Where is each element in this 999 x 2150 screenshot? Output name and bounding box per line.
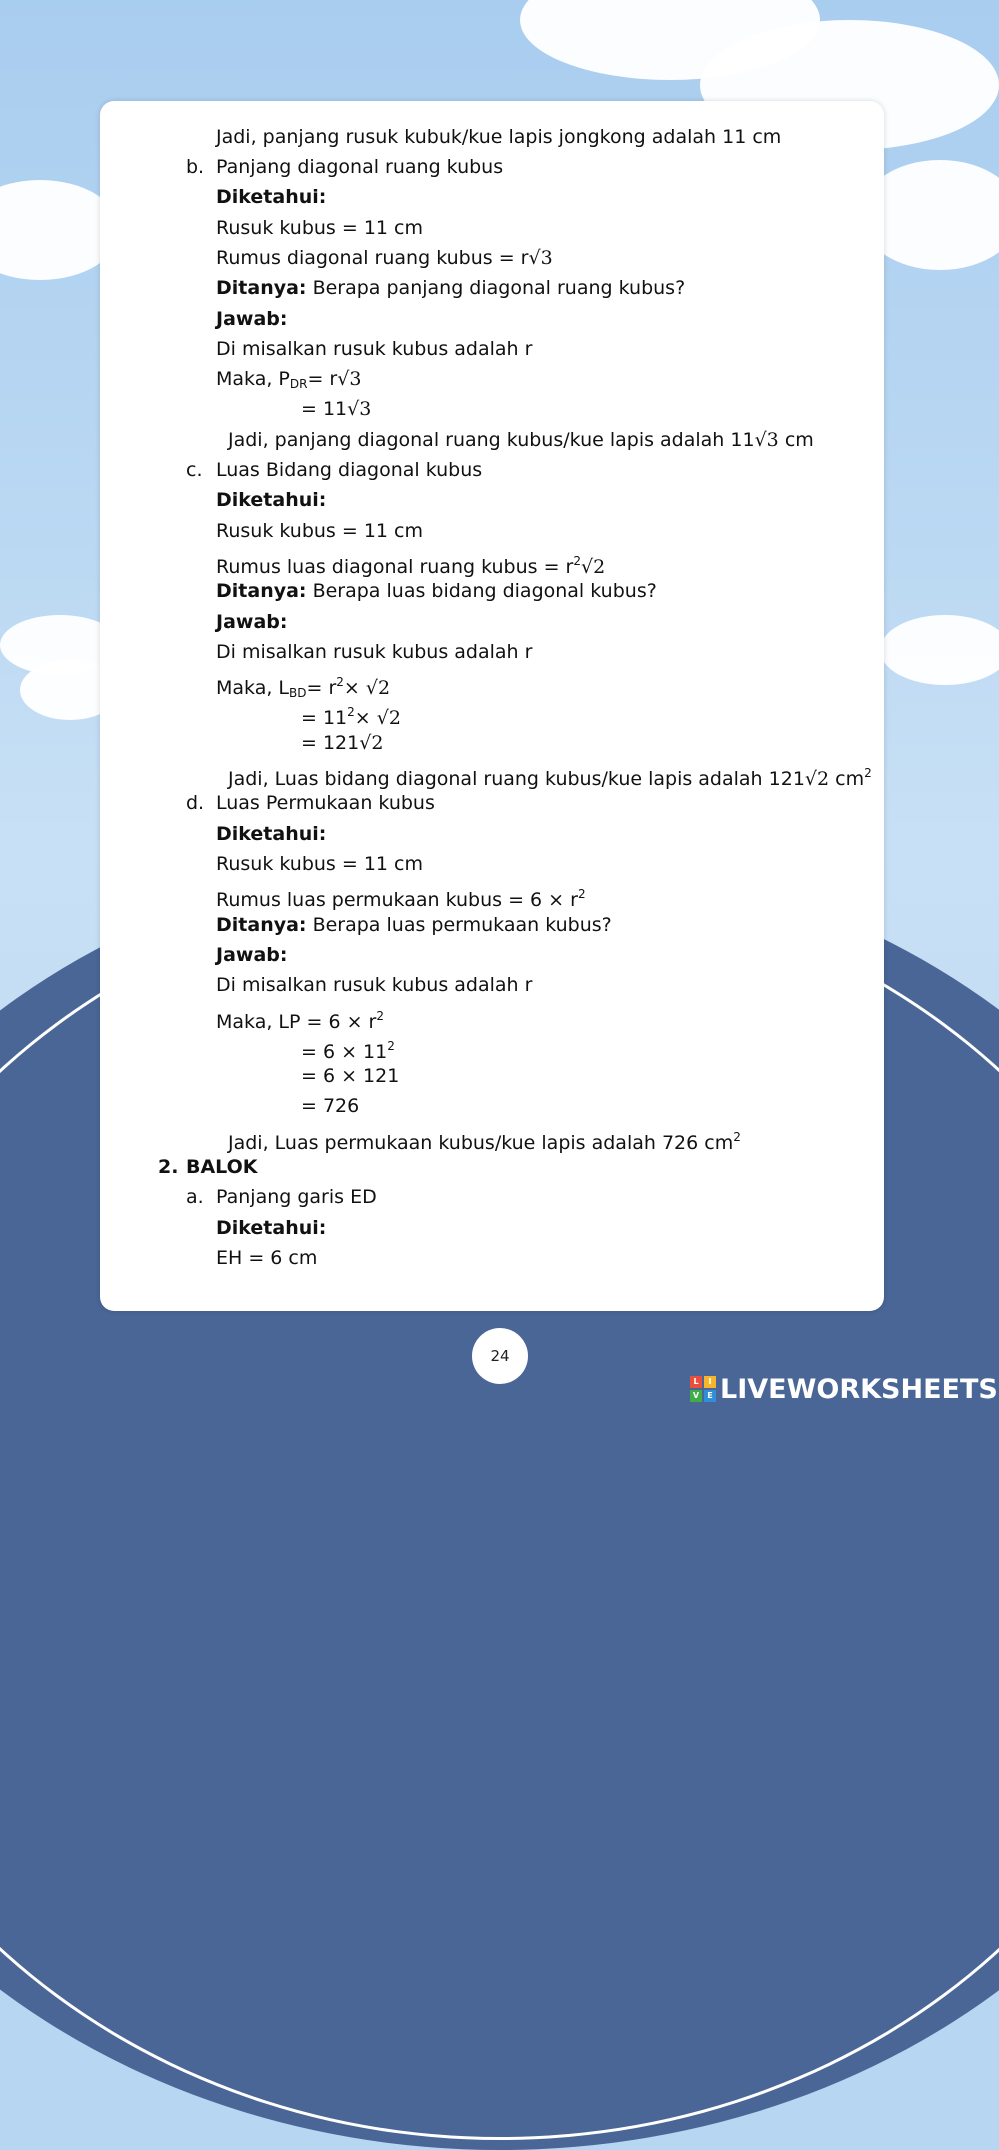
item-heading-b: Panjang diagonal ruang kubus xyxy=(216,156,504,178)
question-d: Ditanya: Berapa luas permukaan kubus? xyxy=(216,914,612,936)
label-diketahui: Diketahui: xyxy=(216,489,327,511)
given-rusuk: Rusuk kubus = 11 cm xyxy=(216,853,424,875)
given-rusuk: Rusuk kubus = 11 cm xyxy=(216,217,424,239)
step-lbd-2: = $11^2\times √2$ xyxy=(301,705,401,729)
conclusion-diagonal: Jadi, panjang diagonal ruang kubus/kue lapis adalah 11√3 cm xyxy=(228,429,814,451)
item-marker-a: a. xyxy=(186,1186,204,1208)
step-lbd-1: Maka, $L_{BD}= r^2\times √2$ xyxy=(216,675,391,700)
given-rusuk: Rusuk kubus = 11 cm xyxy=(216,520,424,542)
label-jawab: Jawab: xyxy=(216,611,288,633)
formula-diagonal: Rumus diagonal ruang kubus = r√3 xyxy=(216,247,553,269)
label-jawab: Jawab: xyxy=(216,308,288,330)
label-diketahui: Diketahui: xyxy=(216,823,327,845)
given-eh: EH = 6 cm xyxy=(216,1247,318,1269)
item-marker-b: b. xyxy=(186,156,205,178)
item-marker-d: d. xyxy=(186,792,205,814)
conclusion-luas-permukaan: Jadi, Luas permukaan kubus/kue lapis adalah 726 $cm^2$ xyxy=(228,1130,741,1154)
conclusion-luas-diagonal: Jadi, Luas bidang diagonal ruang kubus/kue lapis adalah 121√2 $cm^2$ xyxy=(228,766,872,790)
assume-r: Di misalkan rusuk kubus adalah r xyxy=(216,974,533,996)
assume-r: Di misalkan rusuk kubus adalah r xyxy=(216,338,533,360)
question-c: Ditanya: Berapa luas bidang diagonal kubus? xyxy=(216,580,657,602)
conclusion-rusuk: Jadi, panjang rusuk kubuk/kue lapis jongkong adalah 11 cm xyxy=(216,126,782,148)
item-heading-a: Panjang garis ED xyxy=(216,1186,377,1208)
label-diketahui: Diketahui: xyxy=(216,1217,327,1239)
label-diketahui: Diketahui: xyxy=(216,186,327,208)
liveworksheets-logo xyxy=(690,1372,998,1406)
cloud-right-mid xyxy=(880,615,999,685)
step-lbd-3: = 121√2 xyxy=(301,732,384,754)
liveworksheets-text: LIVEWORKSHEETS xyxy=(720,1373,998,1405)
step-pdr-1: Maka, $P_{DR}= r√3$ xyxy=(216,368,362,391)
step-lp-4: = 726 xyxy=(301,1095,360,1117)
step-lp-1: Maka, LP = $6 \times r^2$ xyxy=(216,1009,385,1033)
section-heading-balok: BALOK xyxy=(186,1156,258,1178)
page-number: 24 xyxy=(472,1328,528,1384)
formula-luas-permukaan: Rumus luas permukaan kubus = $6 \times r^2$ xyxy=(216,887,586,911)
section-marker-2: 2. xyxy=(158,1156,179,1178)
item-heading-d: Luas Permukaan kubus xyxy=(216,792,435,814)
formula-luas-diagonal: Rumus luas diagonal ruang kubus = $r^2√2$ xyxy=(216,554,606,578)
label-jawab: Jawab: xyxy=(216,944,288,966)
assume-r: Di misalkan rusuk kubus adalah r xyxy=(216,641,533,663)
liveworksheets-logo-icon: L I V E xyxy=(690,1376,716,1402)
question-b: Ditanya: Berapa panjang diagonal ruang kubus? xyxy=(216,277,686,299)
step-lp-3: = 6 × 121 xyxy=(301,1065,400,1087)
step-pdr-2: = 11√3 xyxy=(301,398,372,420)
item-marker-c: c. xyxy=(186,459,203,481)
step-lp-2: = $6 \times 11^2$ xyxy=(301,1039,395,1063)
item-heading-c: Luas Bidang diagonal kubus xyxy=(216,459,483,481)
